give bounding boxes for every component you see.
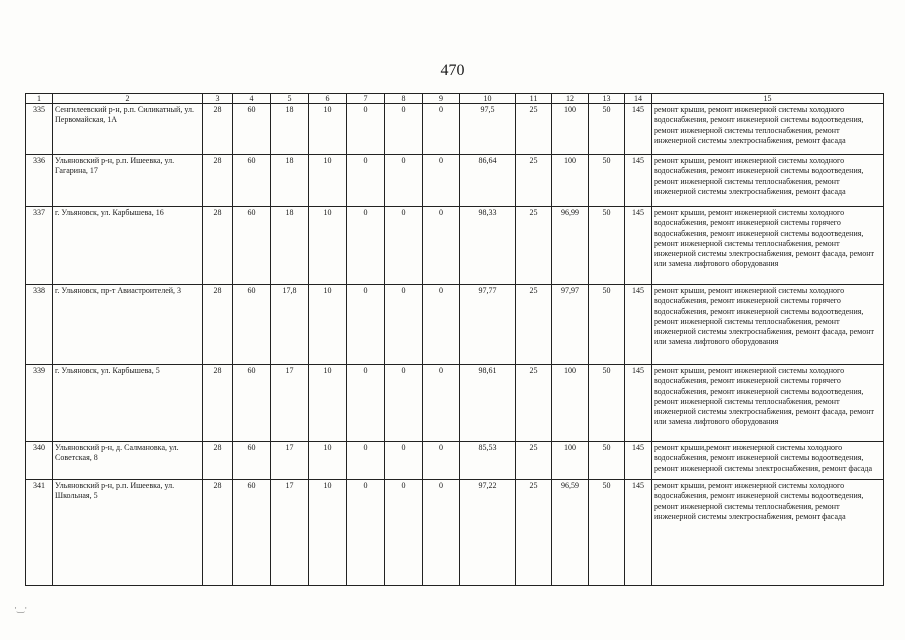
works-list-cell: ремонт крыши, ремонт инженерной системы холодного водоснабжения, ремонт инженерной системы водоотведения, ремонт инженерной системы теплоснабжения, ремонт инженерной системы электроснабжения, ремонт фасада [652,480,884,586]
col-12-cell: 96,99 [552,207,589,285]
col-8-cell: 0 [385,155,423,207]
col-10-cell: 85,53 [460,442,516,480]
col-9-cell: 0 [423,155,460,207]
col-10-cell: 97,5 [460,104,516,155]
col-7-cell: 0 [347,365,385,442]
row-number-cell: 337 [26,207,53,285]
column-number: 9 [423,94,460,104]
col-9-cell: 0 [423,285,460,365]
works-list-cell: ремонт крыши, ремонт инженерной системы холодного водоснабжения, ремонт инженерной системы горячего водоснабжения, ремонт инженерной системы водоотведения, ремонт инженерной системы теплоснабжения, ремонт инженерной системы электроснабжения, ремонт фасада, ремонт или замена лифтового оборудования [652,365,884,442]
column-number: 2 [53,94,203,104]
col-6-cell: 10 [309,365,347,442]
col-10-cell: 98,61 [460,365,516,442]
col-3-cell: 28 [203,442,233,480]
column-number: 15 [652,94,884,104]
col-7-cell: 0 [347,155,385,207]
col-4-cell: 60 [233,207,271,285]
col-7-cell: 0 [347,442,385,480]
column-number: 3 [203,94,233,104]
scan-mark: ·‿· [14,603,28,613]
col-14-cell: 145 [625,104,652,155]
col-14-cell: 145 [625,480,652,586]
col-4-cell: 60 [233,285,271,365]
col-13-cell: 50 [589,442,625,480]
col-4-cell: 60 [233,104,271,155]
col-13-cell: 50 [589,155,625,207]
col-9-cell: 0 [423,480,460,586]
table-row [26,285,884,365]
col-6-cell: 10 [309,207,347,285]
col-7-cell: 0 [347,285,385,365]
row-number-cell: 336 [26,155,53,207]
col-10-cell: 86,64 [460,155,516,207]
col-6-cell: 10 [309,155,347,207]
column-number: 5 [271,94,309,104]
col-4-cell: 60 [233,480,271,586]
col-4-cell: 60 [233,155,271,207]
col-11-cell: 25 [516,285,552,365]
col-13-cell: 50 [589,207,625,285]
works-list-cell: ремонт крыши,ремонт инженерной системы холодного водоснабжения, ремонт инженерной системы водоотведения, ремонт инженерной системы электроснабжения, ремонт фасада [652,442,884,480]
col-13-cell: 50 [589,285,625,365]
col-8-cell: 0 [385,442,423,480]
col-8-cell: 0 [385,365,423,442]
address-cell: г. Ульяновск, ул. Карбышева, 5 [53,365,203,442]
col-6-cell: 10 [309,480,347,586]
col-5-cell: 17,8 [271,285,309,365]
col-12-cell: 100 [552,155,589,207]
col-12-cell: 100 [552,442,589,480]
col-9-cell: 0 [423,365,460,442]
col-3-cell: 28 [203,207,233,285]
works-list-cell: ремонт крыши, ремонт инженерной системы холодного водоснабжения, ремонт инженерной системы горячего водоснабжения, ремонт инженерной системы водоотведения, ремонт инженерной системы теплоснабжения, ремонт инженерной системы электроснабжения, ремонт фасада, ремонт или замена лифтового оборудования [652,285,884,365]
works-list-cell: ремонт крыши, ремонт инженерной системы холодного водоснабжения, ремонт инженерной системы водоотведения, ремонт инженерной системы теплоснабжения, ремонт инженерной системы электроснабжения, ремонт фасада [652,104,884,155]
col-9-cell: 0 [423,442,460,480]
col-3-cell: 28 [203,104,233,155]
col-14-cell: 145 [625,365,652,442]
col-8-cell: 0 [385,207,423,285]
register-table [25,93,884,586]
col-13-cell: 50 [589,104,625,155]
table-row [26,365,884,442]
page-number: 470 [440,62,465,79]
table-row [26,480,884,586]
col-7-cell: 0 [347,207,385,285]
address-cell: Сенгилеевский р-н, р.п. Силикатный, ул. Первомайская, 1А [53,104,203,155]
col-11-cell: 25 [516,480,552,586]
col-5-cell: 18 [271,104,309,155]
address-cell: г. Ульяновск, ул. Карбышева, 16 [53,207,203,285]
table-row [26,104,884,155]
col-5-cell: 17 [271,365,309,442]
col-8-cell: 0 [385,104,423,155]
works-list-cell: ремонт крыши, ремонт инженерной системы холодного водоснабжения, ремонт инженерной системы водоотведения, ремонт инженерной системы теплоснабжения, ремонт инженерной системы электроснабжения, ремонт фасада [652,155,884,207]
row-number-cell: 335 [26,104,53,155]
col-11-cell: 25 [516,442,552,480]
col-14-cell: 145 [625,207,652,285]
col-13-cell: 50 [589,480,625,586]
col-10-cell: 97,77 [460,285,516,365]
table-row [26,442,884,480]
col-5-cell: 18 [271,207,309,285]
table-row [26,207,884,285]
col-10-cell: 97,22 [460,480,516,586]
col-6-cell: 10 [309,104,347,155]
column-numbers-row [26,94,884,104]
row-number-cell: 339 [26,365,53,442]
col-14-cell: 145 [625,442,652,480]
address-cell: Ульяновский р-н, р.п. Ишеевка, ул. Школьная, 5 [53,480,203,586]
address-cell: Ульяновский р-н, д. Салмановка, ул. Советская, 8 [53,442,203,480]
address-cell: г. Ульяновск, пр-т Авиастроителей, 3 [53,285,203,365]
column-number: 7 [347,94,385,104]
col-5-cell: 17 [271,442,309,480]
row-number-cell: 340 [26,442,53,480]
col-7-cell: 0 [347,480,385,586]
column-number: 6 [309,94,347,104]
column-number: 12 [552,94,589,104]
col-9-cell: 0 [423,207,460,285]
col-3-cell: 28 [203,480,233,586]
col-12-cell: 100 [552,104,589,155]
col-6-cell: 10 [309,442,347,480]
col-8-cell: 0 [385,480,423,586]
column-number: 11 [516,94,552,104]
column-number: 4 [233,94,271,104]
column-number: 14 [625,94,652,104]
col-6-cell: 10 [309,285,347,365]
col-10-cell: 98,33 [460,207,516,285]
col-11-cell: 25 [516,104,552,155]
col-12-cell: 97,97 [552,285,589,365]
col-3-cell: 28 [203,155,233,207]
column-number: 13 [589,94,625,104]
col-5-cell: 18 [271,155,309,207]
col-7-cell: 0 [347,104,385,155]
column-number: 8 [385,94,423,104]
col-9-cell: 0 [423,104,460,155]
row-number-cell: 338 [26,285,53,365]
col-11-cell: 25 [516,207,552,285]
col-3-cell: 28 [203,365,233,442]
row-number-cell: 341 [26,480,53,586]
col-14-cell: 145 [625,285,652,365]
address-cell: Ульяновский р-н, р.п. Ишеевка, ул. Гагарина, 17 [53,155,203,207]
column-number: 10 [460,94,516,104]
col-14-cell: 145 [625,155,652,207]
works-list-cell: ремонт крыши, ремонт инженерной системы холодного водоснабжения, ремонт инженерной системы горячего водоснабжения, ремонт инженерной системы водоотведения, ремонт инженерной системы теплоснабжения, ремонт инженерной системы электроснабжения, ремонт фасада, ремонт или замена лифтового оборудования [652,207,884,285]
col-12-cell: 100 [552,365,589,442]
column-number: 1 [26,94,53,104]
col-8-cell: 0 [385,285,423,365]
col-11-cell: 25 [516,365,552,442]
col-5-cell: 17 [271,480,309,586]
col-4-cell: 60 [233,442,271,480]
col-12-cell: 96,59 [552,480,589,586]
col-13-cell: 50 [589,365,625,442]
table-row [26,155,884,207]
col-3-cell: 28 [203,285,233,365]
col-4-cell: 60 [233,365,271,442]
col-11-cell: 25 [516,155,552,207]
